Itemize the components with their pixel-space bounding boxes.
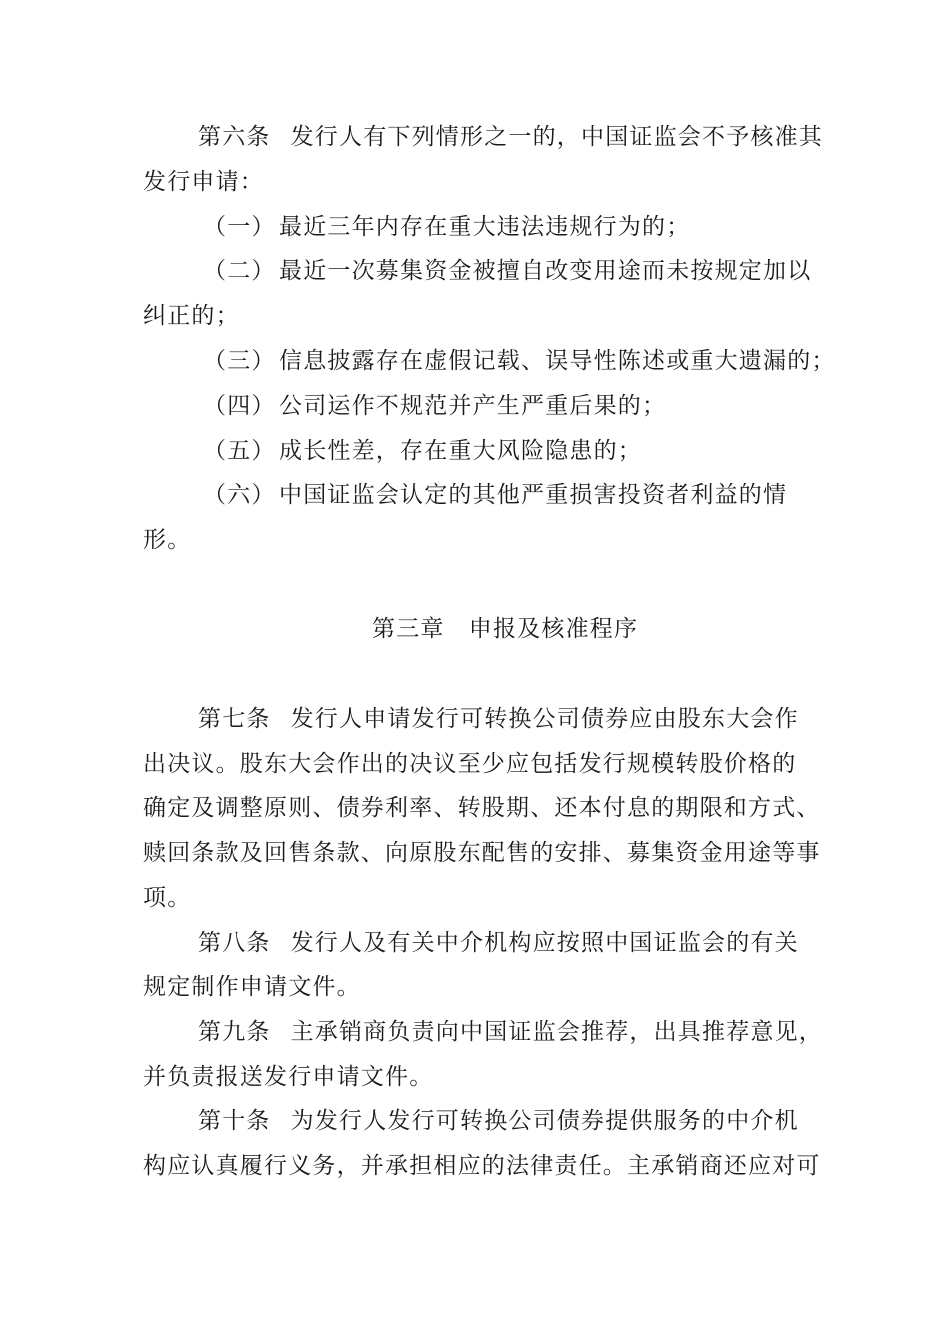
article6-item-3 — [203, 346, 836, 376]
article6-item-2 — [203, 256, 811, 286]
article9-first-line — [198, 1017, 823, 1047]
article6-intro-line1: 发行人有下列情形之一的，中国证监会不予核准其 — [290, 124, 824, 150]
item-text: 信息披露存在虚假记载、误导性陈述或重大遗漏的； — [279, 348, 836, 374]
article6-item-6-continuation: 形。 — [143, 527, 192, 553]
article6-item-6 — [203, 480, 787, 510]
article6-number: 第六条 — [198, 124, 271, 150]
article6-item-2-continuation: 纠正的； — [143, 303, 240, 329]
article7-line4: 赎回条款及回售条款、向原股东配售的安排、募集资金用途等事 — [143, 840, 821, 866]
article8-line1: 发行人及有关中介机构应按照中国证监会的有关 — [290, 930, 799, 956]
article6-first-line — [198, 122, 823, 152]
article6-item-1 — [203, 212, 690, 242]
item-text: 最近三年内存在重大违法违规行为的； — [279, 214, 691, 240]
article9-line2: 并负责报送发行申请文件。 — [143, 1064, 434, 1090]
article7-line5: 项。 — [143, 885, 192, 911]
item-number: （一） — [203, 214, 276, 240]
article10-line2: 构应认真履行义务，并承担相应的法律责任。主承销商还应对可 — [143, 1153, 821, 1179]
article10-line1: 为发行人发行可转换公司债券提供服务的中介机 — [290, 1108, 799, 1134]
article8-number: 第八条 — [198, 930, 271, 956]
article7-first-line — [198, 704, 799, 734]
item-text: 公司运作不规范并产生严重后果的； — [279, 393, 667, 419]
chapter-heading: 第三章 申报及核准程序 — [372, 616, 639, 642]
article10-first-line — [198, 1106, 799, 1136]
article9-line1: 主承销商负责向中国证监会推荐，出具推荐意见， — [290, 1019, 824, 1045]
article7-number: 第七条 — [198, 706, 271, 732]
item-number: （三） — [203, 348, 276, 374]
article7-line2: 出决议。股东大会作出的决议至少应包括发行规模转股价格的 — [143, 751, 797, 777]
article8-line2: 规定制作申请文件。 — [143, 974, 361, 1000]
article7-line1: 发行人申请发行可转换公司债券应由股东大会作 — [290, 706, 799, 732]
item-text: 最近一次募集资金被擅自改变用途而未按规定加以 — [279, 258, 812, 284]
article7-line3: 确定及调整原则、债券利率、转股期、还本付息的期限和方式、 — [143, 795, 821, 821]
article6-intro-line2: 发行申请： — [143, 169, 264, 195]
article10-number: 第十条 — [198, 1108, 271, 1134]
article6-item-5 — [203, 436, 642, 466]
article9-number: 第九条 — [198, 1019, 271, 1045]
item-text: 中国证监会认定的其他严重损害投资者利益的情 — [279, 482, 788, 508]
item-number: （二） — [203, 258, 276, 284]
item-number: （六） — [203, 482, 276, 508]
item-number: （四） — [203, 393, 276, 419]
article8-first-line — [198, 928, 799, 958]
item-text: 成长性差，存在重大风险隐患的； — [279, 438, 642, 464]
article6-item-4 — [203, 391, 666, 421]
item-number: （五） — [203, 438, 276, 464]
